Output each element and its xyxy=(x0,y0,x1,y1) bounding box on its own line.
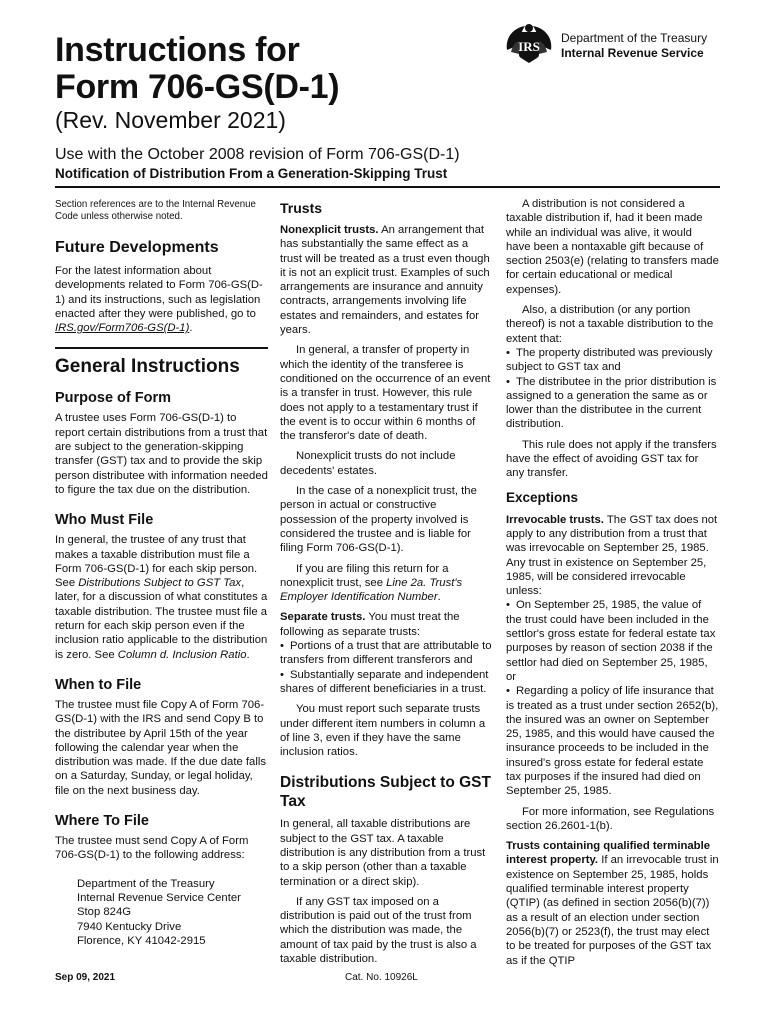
paragraph: You must report such separate trusts under different item numbers in column a of line 3, even if they have the same inclusion ratios. xyxy=(280,703,486,759)
document-title xyxy=(55,32,339,106)
where-to-file-heading: Where To File xyxy=(55,813,149,830)
when-to-file-heading: When to File xyxy=(55,676,142,693)
address-line: Internal Revenue Service Center xyxy=(77,891,241,904)
nonexplicit-trusts-text: Nonexplicit trusts. An arrangement that has substantially the same effect as a trust will be treated as a trust even though it is not an explicit trust. Examples of such arrangements are insurance and annuity contracts, arrangements involving life estates and remainders, and estates for years. xyxy=(280,224,490,337)
column-2 xyxy=(280,199,492,972)
paragraph: If you are filing this return for a nonexplicit trust, see Line 2a. Trust's Employer Identification Number. xyxy=(280,562,463,604)
distributions-heading: Distributions Subject to GST Tax xyxy=(280,774,491,811)
use-with-note: Use with the October 2008 revision of Form 706-GS(D-1) xyxy=(55,146,460,163)
bullet-item: • The property distributed was previously subject to GST tax and xyxy=(506,346,719,375)
paragraph: Also, a distribution (or any portion thereof) is not a taxable distribution to the extent that: xyxy=(506,304,714,345)
bullet-item: • The distributee in the prior distribution is assigned to a generation the same as or lower than the distributee in the current distribution. xyxy=(506,375,719,432)
paragraph: In the case of a nonexplicit trust, the person in actual or constructive possession of the property involved is considered the trustee and is liable for filing Form 706-GS(D-1). xyxy=(280,485,477,555)
mailing-address xyxy=(55,877,268,948)
paragraph: A distribution is not considered a taxable distribution if, had it been made while an individual was alive, it would have been a nontaxable gift because of section 2503(e) (relating to transfers made for certain educational or medical expenses). xyxy=(506,198,719,296)
purpose-heading: Purpose of Form xyxy=(55,390,172,407)
header-divider xyxy=(55,186,720,188)
address-line: Stop 824G xyxy=(77,906,132,919)
paragraph: If any GST tax imposed on a distribution is paid out of the trust from which the distribution was made, the amount of tax paid by the trust is also a taxable distribution. xyxy=(280,895,477,966)
bullet-item: • Portions of a trust that are attributable to transfers from different transferors and xyxy=(280,639,492,668)
logo-text: IRS xyxy=(518,39,540,54)
address-line: 7940 Kentucky Drive xyxy=(77,920,182,933)
future-developments-text: For the latest information about developments related to Form 706-GS(D-1) and its instructions, such as legislation enacted after they were published, go to IRS.gov/Form706-GS(D-1). xyxy=(55,265,263,335)
form-link[interactable]: IRS.gov/Form706-GS(D-1) xyxy=(55,322,190,335)
title-line-2: Form 706-GS(D-1) xyxy=(55,68,340,106)
revision-date: (Rev. November 2021) xyxy=(55,107,286,133)
where-to-file-text: The trustee must send Copy A of Form 706-GS(D-1) to the following address: xyxy=(55,835,249,862)
paragraph: This rule does not apply if the transfers have the effect of avoiding GST tax for any transfer. xyxy=(506,438,717,480)
bullet-item: • Regarding a policy of life insurance that is treated as a trust under section 2652(b), the insured was an owner on September 25, 1985, and this would have caused the insurance proceeds to be included in the insured's gross estate for federal estate tax purposes if the insured had died on September 25, 1985. xyxy=(506,684,719,798)
bullet-item: • Substantially separate and independent shares of different beneficiaries in a trust. xyxy=(280,668,492,697)
irs-eagle-logo-icon xyxy=(503,20,555,64)
paragraph: For more information, see Regulations section 26.2601-1(b). xyxy=(506,805,715,832)
section-divider xyxy=(55,347,268,349)
agency-name: Internal Revenue Service xyxy=(561,46,704,60)
bullet-item: • On September 25, 1985, the value of the trust could have been included in the settlor's gross estate for federal estate tax purposes by reason of section 2038 if the settlor had died on September 25, 1985, or xyxy=(506,598,719,684)
who-must-file-text: In general, the trustee of any trust that makes a taxable distribution must file a Form 706-GS(D-1) for each skip person. See Distributions Subject to GST Tax, later, for a discussion of what constitutes a taxable distribution. The trustee must file a return for each skip person even if the inclusion ratio applicable to the distribution is zero. See Column d. Inclusion Ratio. xyxy=(55,534,268,661)
paragraph: In general, a transfer of property in which the identity of the transferee is conditioned on the occurrence of an event is a transfer in trust. However, this rule does not apply to a testamentary trust if the event is to occur within 6 months of the transferor's date of death. xyxy=(280,344,491,443)
irrevocable-trusts-text: Irrevocable trusts. The GST tax does not apply to any distribution from a trust that was irrevocable on September 25, 1985. Any trust in existence on September 25, 1985, will be considered irrevocable unless: xyxy=(506,513,718,598)
catalog-number: Cat. No. 10926L xyxy=(345,972,418,983)
who-must-file-heading: Who Must File xyxy=(55,512,154,529)
agency-block xyxy=(561,31,707,61)
separate-trusts-text: Separate trusts. You must treat the following as separate trusts: xyxy=(280,611,460,638)
address-line: Florence, KY 41042-2915 xyxy=(77,934,206,947)
when-to-file-text: The trustee must file Copy A of Form 706-GS(D-1) with the IRS and send Copy B to the distributee by April 15th of the year following the calendar year when the distribution was made. If the due date falls on a Saturday, Sunday, or legal holiday, file on the next business day. xyxy=(55,698,266,797)
column-1 xyxy=(55,199,268,948)
form-subtitle: Notification of Distribution From a Generation-Skipping Trust xyxy=(55,166,448,181)
purpose-text: A trustee uses Form 706-GS(D-1) to report certain distributions from a trust that are subject to the generation-skipping transfer (GST) tax and to provide the skip person distributee with information needed to figure the tax due on the distribution. xyxy=(55,412,268,496)
column-3 xyxy=(506,197,719,974)
exceptions-heading: Exceptions xyxy=(506,489,579,505)
address-line: Department of the Treasury xyxy=(77,877,215,890)
department-name: Department of the Treasury xyxy=(561,31,708,45)
qtip-text: Trusts containing qualified terminable interest property. If an irrevocable trust in existence on September 25, 1985, holds qualified terminable interest property (QTIP) (as defined in section 2056(b)(7)) as a result of an election under section 2056(b)(7) or 2523(f), the trust may elect to be treated for purposes of the GST tax as if the QTIP xyxy=(506,840,719,967)
future-developments-heading: Future Developments xyxy=(55,239,219,256)
section-references: Section references are to the Internal Revenue Code unless otherwise noted. xyxy=(55,199,256,222)
paragraph: Nonexplicit trusts do not include decedents' estates. xyxy=(280,450,456,477)
trusts-heading: Trusts xyxy=(280,200,323,216)
title-line-1: Instructions for xyxy=(55,31,300,69)
general-instructions-heading: General Instructions xyxy=(55,356,240,378)
footer-date: Sep 09, 2021 xyxy=(55,972,116,983)
paragraph: In general, all taxable distributions are subject to the GST tax. A taxable distribution is any distribution from a trust to a skip person (other than a taxable termination or a direct skip). xyxy=(280,818,486,888)
